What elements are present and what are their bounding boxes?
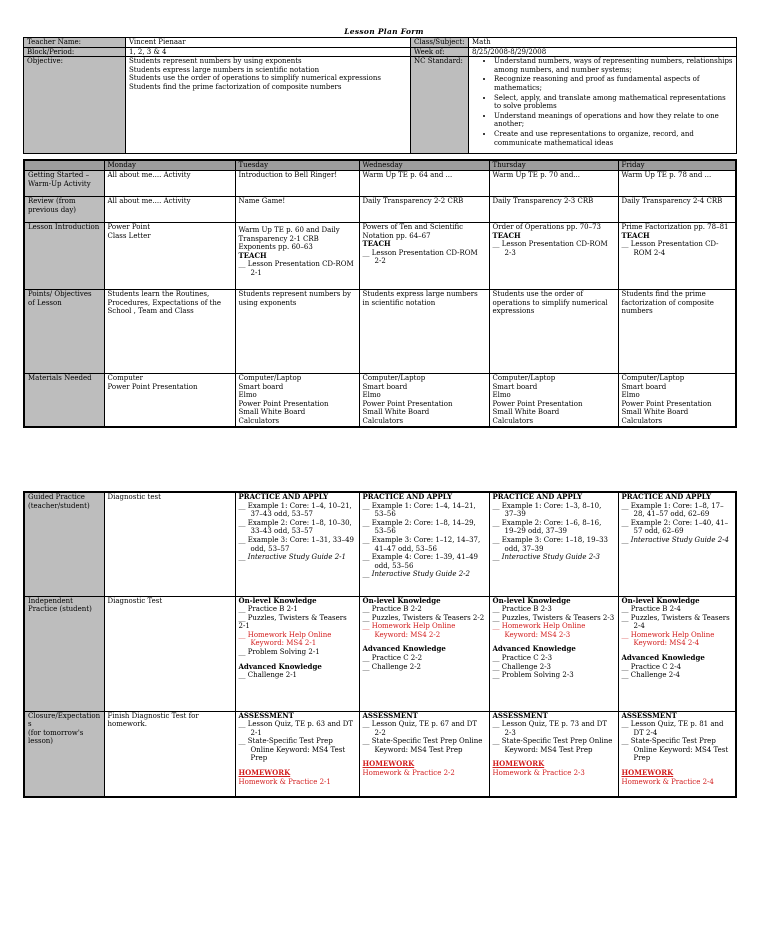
cell: All about me.... Activity — [104, 197, 235, 223]
cell-wednesday — [359, 596, 489, 711]
row-getting-started — [24, 171, 736, 197]
puzzles-label: __ Puzzles, Twisters & Teasers — [362, 613, 471, 622]
material-item: Calculators — [492, 416, 534, 425]
example-item: __ Example 3: Core: 1–12, 14–37, 41–47 odd, 53–56 — [362, 535, 481, 553]
row-closure — [24, 711, 736, 797]
material-item: Calculators — [621, 416, 663, 425]
practice-c-item: __ Practice C 2-4 — [621, 662, 682, 671]
practice-heading: PRACTICE AND APPLY — [238, 492, 329, 501]
row-label: Lesson Introduction — [24, 223, 104, 290]
study-guide-item: __ Interactive Study Guide 2-4 — [621, 535, 730, 544]
test-prep-item: __ State-Specific Test Prep Online Keyword: MS4 Test Prep — [621, 737, 729, 763]
puzzles-label: __ Puzzles, Twisters & Teasers — [492, 613, 601, 622]
cell-tuesday — [235, 711, 359, 797]
material-item: Small White Board — [621, 408, 689, 417]
plan-table-top — [23, 159, 737, 428]
cell: Name Game! — [235, 197, 359, 223]
advanced-heading: Advanced Knowledge — [238, 661, 322, 671]
test-prep-item: __ State-Specific Test Prep Online Keyword: MS4 Test Prep — [492, 737, 613, 754]
row-label: Materials Needed — [24, 374, 104, 427]
practice-c-item: __ Practice C 2-3 — [492, 654, 553, 663]
example-item: __ Example 3: Core: 1–31, 33–49 odd, 53–57 — [238, 535, 354, 553]
homework-item: Homework & Practice 2-4 — [621, 777, 714, 786]
assessment-heading: ASSESSMENT — [492, 711, 548, 720]
homework-item: Homework & Practice 2-3 — [492, 769, 585, 778]
row-independent-practice — [24, 596, 736, 711]
study-guide-item: __ Interactive Study Guide 2-3 — [492, 553, 601, 562]
cell-friday — [618, 596, 736, 711]
cell-tuesday — [235, 223, 359, 290]
homework-item: Homework & Practice 2-2 — [362, 769, 455, 778]
challenge-item: __ Challenge 2-4 — [621, 671, 681, 680]
cell-thursday — [489, 223, 618, 290]
teacher-label: Teacher Name: — [24, 38, 126, 48]
day-header-row — [24, 160, 736, 171]
advanced-heading: Advanced Knowledge — [362, 644, 446, 654]
homework-help-link[interactable]: __ Homework Help Online — [362, 622, 456, 631]
keyword-label: Keyword: MS4 — [633, 639, 686, 648]
objective-label: Objective: — [24, 57, 126, 154]
objective-list — [126, 57, 411, 154]
cell: Warm Up TE p. 70 and... — [489, 171, 618, 197]
standard-list — [469, 57, 737, 154]
material-item: Elmo — [238, 391, 257, 400]
keyword-number: 2-2 — [428, 630, 441, 639]
example-item: __ Example 1: Core: 1–8, 17–28, 41–57 odd, 62–69 — [621, 501, 724, 519]
quiz-item: __ Lesson Quiz, TE p. 81 and DT 2-4 — [621, 720, 724, 737]
standard-item: • Recognize reasoning and proof as fundamental aspects of mathematics; — [494, 75, 733, 92]
practice-heading: PRACTICE AND APPLY — [621, 492, 712, 501]
material-item: Computer — [107, 374, 143, 382]
cell-friday — [618, 223, 736, 290]
cell-friday — [618, 711, 736, 797]
header-table — [23, 37, 737, 154]
quiz-item: __ Lesson Quiz, TE p. 63 and DT 2-1 — [238, 720, 354, 737]
week-label: Week of: — [411, 47, 469, 57]
teach-heading: TEACH — [362, 239, 391, 249]
cell-wednesday — [359, 711, 489, 797]
practice-item: __ Practice B 2-4 — [621, 605, 681, 614]
test-prep-item: __ State-Specific Test Prep Online Keyword: MS4 Test Prep — [362, 737, 483, 754]
material-item: Power Point Presentation — [238, 399, 329, 408]
practice-item: __ Practice B 2-3 — [492, 605, 552, 614]
material-item: Computer/Laptop — [492, 374, 556, 382]
example-item: __ Example 2: Core: 1–6, 8–16, 19–29 odd, 37–39 — [492, 518, 602, 536]
row-lesson-intro — [24, 223, 736, 290]
challenge-item: __ Challenge 2-2 — [362, 662, 422, 671]
cell-monday: Finish Diagnostic Test for homework. — [104, 711, 235, 797]
day-monday: Monday — [104, 160, 235, 171]
cell-friday — [618, 492, 736, 596]
keyword-number: 2-1 — [304, 639, 317, 648]
example-item: __ Example 2: Core: 1–8, 14–29, 53–56 — [362, 518, 476, 536]
puzzles-item — [363, 614, 486, 623]
row-label-line: (for tomorrow's lesson) — [28, 728, 84, 746]
example-item: __ Example 2: Core: 1–8, 10–30, 33–43 odd, 53–57 — [238, 518, 352, 536]
material-item: Small White Board — [238, 408, 306, 417]
puzzles-number: 2-2 — [472, 613, 485, 622]
cell: Daily Transparency 2-3 CRB — [489, 197, 618, 223]
onlevel-heading: On-level Knowledge — [621, 596, 700, 605]
puzzles-number: 2-4 — [633, 622, 645, 631]
material-item: Calculators — [362, 416, 404, 425]
material-item: Elmo — [362, 391, 381, 400]
puzzles-number: 2-3 — [602, 613, 615, 622]
standard-item: • Understand numbers, ways of representing numbers, relationships among numbers, and number systems; — [494, 57, 733, 74]
keyword-line — [493, 631, 615, 640]
week-value: 8/25/2008-8/29/2008 — [469, 47, 737, 57]
teach-item: __ Lesson Presentation CD-ROM 2-3 — [492, 240, 608, 257]
puzzles-item — [622, 614, 733, 631]
material-item: Elmo — [492, 391, 511, 400]
document-title: Lesson Plan Form — [344, 27, 424, 36]
keyword-line — [363, 631, 486, 640]
teach-heading: TEACH — [238, 250, 267, 260]
keyword-label: Keyword: MS4 — [250, 639, 303, 648]
cell: Warm Up TE p. 64 and ... — [359, 171, 489, 197]
keyword-number: 2-4 — [687, 639, 700, 648]
row-label — [24, 711, 104, 797]
material-item: Smart board — [238, 382, 284, 391]
homework-heading: HOMEWORK — [492, 759, 545, 769]
example-item: __ Example 3: Core: 1–18, 19–33 odd, 37–39 — [492, 535, 608, 553]
puzzles-label: __ Puzzles, Twisters & Teasers — [621, 613, 730, 622]
onlevel-heading: On-level Knowledge — [492, 596, 571, 605]
material-item: Computer/Laptop — [621, 374, 685, 382]
class-label: Class/Subject: — [411, 38, 469, 48]
cell: Warm Up TE p. 78 and ... — [618, 171, 736, 197]
intro-text: Prime Factorization pp. 78–81 — [621, 223, 729, 231]
material-item: Power Point Presentation — [492, 399, 583, 408]
cell: Students learn the Routines, Procedures, Expectations of the School , Team and Class — [104, 290, 235, 374]
class-value: Math — [469, 38, 737, 48]
study-guide-item: __ Interactive Study Guide 2-2 — [362, 570, 471, 579]
intro-line: Class Letter — [107, 231, 151, 240]
cell: Students use the order of operations to simplify numerical expressions — [489, 290, 618, 374]
cell: Introduction to Bell Ringer! — [235, 171, 359, 197]
challenge-item: __ Challenge 2-3 — [492, 662, 552, 671]
cell-tuesday — [235, 374, 359, 427]
standard-item: • Create and use representations to organize, record, and communicate mathematical ideas — [494, 130, 733, 147]
day-friday: Friday — [618, 160, 736, 171]
row-review — [24, 197, 736, 223]
material-item: Calculators — [238, 416, 280, 425]
assessment-heading: ASSESSMENT — [238, 711, 294, 720]
advanced-heading: Advanced Knowledge — [621, 653, 705, 663]
cell: All about me.... Activity — [104, 171, 235, 197]
day-wednesday: Wednesday — [359, 160, 489, 171]
cell-thursday — [489, 711, 618, 797]
problem-item: __ Problem Solving 2-3 — [492, 671, 574, 680]
homework-heading: HOMEWORK — [238, 768, 291, 778]
puzzles-item — [239, 614, 356, 631]
cell-friday — [618, 374, 736, 427]
puzzles-number: 2-1 — [238, 622, 250, 631]
keyword-label: Keyword: MS4 — [374, 630, 427, 639]
objective-item: Students express large numbers in scientific notation — [129, 65, 320, 74]
example-item: __ Example 2: Core: 1–40, 41–57 odd, 62–69 — [621, 518, 729, 536]
homework-help-link[interactable]: __ Homework Help Online — [238, 630, 332, 639]
intro-text: Order of Operations pp. 70–73 — [492, 223, 602, 231]
plan-table-bottom — [23, 491, 737, 798]
block-label: Block/Period: — [24, 47, 126, 57]
cell: Daily Transparency 2-2 CRB — [359, 197, 489, 223]
cell-tuesday — [235, 596, 359, 711]
keyword-number: 2-3 — [558, 630, 571, 639]
cell-wednesday — [359, 374, 489, 427]
practice-heading: PRACTICE AND APPLY — [492, 492, 583, 501]
cell-thursday — [489, 492, 618, 596]
row-points — [24, 290, 736, 374]
material-item: Computer/Laptop — [362, 374, 426, 382]
onlevel-heading: On-level Knowledge — [362, 596, 441, 605]
cell-monday: Diagnostic Test — [104, 596, 235, 711]
example-item: __ Example 4: Core: 1–39, 41–49 odd, 53–56 — [362, 553, 478, 570]
puzzles-label: __ Puzzles, Twisters & Teasers — [238, 613, 347, 622]
cell-wednesday — [359, 492, 489, 596]
objective-item: Students find the prime factorization of composite numbers — [129, 82, 342, 91]
cell-monday: Diagnostic test — [104, 492, 235, 596]
teach-item: __ Lesson Presentation CD-ROM 2-1 — [238, 260, 354, 277]
material-item: Small White Board — [362, 408, 430, 417]
row-materials — [24, 374, 736, 427]
cell: Students represent numbers by using exponents — [235, 290, 359, 374]
onlevel-heading: On-level Knowledge — [238, 596, 317, 605]
teach-item: __ Lesson Presentation CD-ROM 2-4 — [621, 240, 719, 257]
row-label: Getting Started – Warm-Up Activity — [24, 171, 104, 197]
teach-heading: TEACH — [621, 230, 650, 240]
example-item: __ Example 1: Core: 1–3, 8–10, 37–39 — [492, 501, 602, 519]
standard-label: NC Standard: — [411, 57, 469, 154]
homework-heading: HOMEWORK — [621, 768, 674, 778]
homework-help-link[interactable]: __ Homework Help Online — [621, 630, 715, 639]
row-guided-practice — [24, 492, 736, 596]
homework-help-link[interactable]: __ Homework Help Online — [492, 622, 586, 631]
practice-item: __ Practice B 2-2 — [362, 605, 422, 614]
assessment-heading: ASSESSMENT — [621, 711, 677, 720]
material-item: Power Point Presentation — [621, 399, 712, 408]
row-label: Guided Practice (teacher/student) — [24, 492, 104, 596]
standard-item: • Select, apply, and translate among mathematical representations to solve problems — [494, 94, 733, 111]
teach-heading: TEACH — [492, 230, 521, 240]
material-item: Elmo — [621, 391, 640, 400]
corner-cell — [24, 160, 104, 171]
cell-monday — [104, 374, 235, 427]
material-item: Smart board — [621, 382, 667, 391]
study-guide-item: __ Interactive Study Guide 2-1 — [238, 553, 347, 562]
keyword-label: Keyword: MS4 — [504, 630, 557, 639]
cell-thursday — [489, 374, 618, 427]
cell-thursday — [489, 596, 618, 711]
objective-item: Students represent numbers by using exponents — [129, 57, 302, 66]
intro-text: Powers of Ten and Scientific Notation pp. 64–67 — [362, 223, 464, 240]
puzzles-item — [493, 614, 615, 623]
row-label-line: Closure/Expectation — [28, 711, 101, 720]
day-tuesday: Tuesday — [235, 160, 359, 171]
example-item: __ Example 1: Core: 1–4, 10–21, 37–43 odd, 53–57 — [238, 501, 352, 519]
block-value: 1, 2, 3 & 4 — [126, 47, 411, 57]
homework-heading: HOMEWORK — [362, 759, 415, 769]
teach-item: __ Lesson Presentation CD-ROM 2-2 — [362, 248, 478, 266]
material-item: Smart board — [492, 382, 538, 391]
cell-tuesday — [235, 492, 359, 596]
row-label: Independent Practice (student) — [24, 596, 104, 711]
row-label: Points/ Objectives of Lesson — [24, 290, 104, 374]
assessment-heading: ASSESSMENT — [362, 711, 418, 720]
day-thursday: Thursday — [489, 160, 618, 171]
intro-text: Warm Up TE p. 60 and Daily Transparency 2-1 CRB Exponents pp. 60–63 — [238, 226, 340, 252]
cell: Daily Transparency 2-4 CRB — [618, 197, 736, 223]
intro-line: Power Point — [107, 223, 151, 231]
objective-item: Students use the order of operations to simplify numerical expressions — [129, 74, 381, 83]
cell-wednesday — [359, 223, 489, 290]
practice-item: __ Practice B 2-1 — [238, 605, 298, 614]
quiz-item: __ Lesson Quiz, TE p. 73 and DT 2-3 — [492, 720, 608, 737]
challenge-item: __ Challenge 2-1 — [238, 671, 298, 680]
cell: Students find the prime factorization of composite numbers — [618, 290, 736, 374]
quiz-item: __ Lesson Quiz, TE p. 67 and DT 2-2 — [362, 720, 478, 737]
example-item: __ Example 1: Core: 1–4, 14–21, 53–56 — [362, 501, 476, 519]
row-label: Review (from previous day) — [24, 197, 104, 223]
homework-item: Homework & Practice 2-1 — [238, 777, 331, 786]
keyword-line — [622, 639, 733, 648]
practice-heading: PRACTICE AND APPLY — [362, 492, 453, 501]
material-item: Smart board — [362, 382, 408, 391]
cell: Students express large numbers in scientific notation — [359, 290, 489, 374]
material-item: Computer/Laptop — [238, 374, 302, 382]
row-label-line: s — [28, 720, 32, 729]
cell-monday — [104, 223, 235, 290]
advanced-heading: Advanced Knowledge — [492, 644, 576, 654]
problem-item: __ Problem Solving 2-1 — [238, 648, 320, 657]
material-item: Power Point Presentation — [107, 382, 198, 391]
practice-c-item: __ Practice C 2-2 — [362, 654, 423, 663]
test-prep-item: __ State-Specific Test Prep Online Keyword: MS4 Test Prep — [238, 737, 346, 763]
material-item: Small White Board — [492, 408, 560, 417]
standard-item: • Understand meanings of operations and how they relate to one another; — [494, 112, 733, 129]
teacher-value: Vincent Pienaar — [126, 38, 411, 48]
material-item: Power Point Presentation — [362, 399, 453, 408]
keyword-line — [239, 639, 356, 648]
